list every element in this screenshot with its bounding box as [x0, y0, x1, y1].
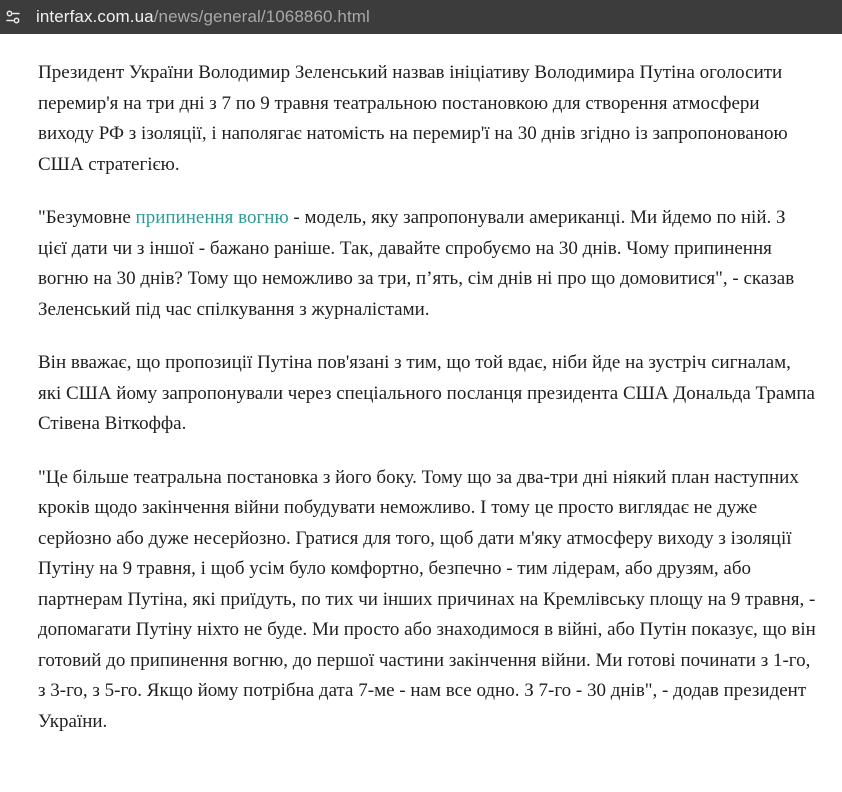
- ceasefire-tag-link[interactable]: припинення вогню: [135, 207, 289, 228]
- article-paragraph-2: [38, 203, 818, 325]
- tune-icon[interactable]: [2, 6, 24, 28]
- url-domain: interfax.com.ua: [36, 7, 154, 26]
- paragraph-text-after-link: - модель, яку запропонували американці. Ми йдемо по ній. З цієї дати чи з іншої - бажано раніше. Так, давайте спробуємо на 30 днів. Чому припинення вогню на 30 днів? Тому що неможливо за три, п’ять, сім днів ні про що домовитися", - сказав Зеленський під час спілкування з журналістами.: [38, 207, 795, 320]
- article-paragraph-4: "Це більше театральна постановка з його боку. Тому що за два-три дні ніякий план наступних кроків щодо закінчення війни побудувати неможливо. І тому це просто виглядає не дуже серйозно або дуже несерйозно. Гратися для того, щоб дати м'яку атмосферу виходу з ізоляції Путіну на 9 травня, і щоб усім було комфортно, безпечно - тим лідерам, або друзям, або партнерам Путіна, які приїдуть, по тих чи інших причинах на Кремлівську площу на 9 травня, - допомагати Путіну ніхто не буде. Ми просто або знаходимося в війні, або Путін показує, що він готовий до припинення вогню, до першої частини закінчення війни. Ми готові починати з 1-го, з 3-го, з 5-го. Якщо йому потрібна дата 7-ме - нам все одно. З 7-го - 30 днів", - додав президент України.: [38, 466, 816, 732]
- article-paragraph-1: Президент України Володимир Зеленський назвав ініціативу Володимира Путіна оголосити перемир'я на три дні з 7 по 9 травня театральною постановкою для створення атмосфери виходу РФ з ізоляції, і наполягає натомість на перемир'ї на 30 днів згідно із запропонованою США стратегією.: [38, 62, 788, 175]
- article-paragraph-3: Він вважає, що пропозиції Путіна пов'язані з тим, що той вдає, ніби йде на зустріч сигналам, які США йому запропонували через спеціального посланця президента США Дональда Трампа Стівена Віткоффа.: [38, 352, 815, 434]
- article-body: [38, 58, 818, 760]
- url-path: /news/general/1068860.html: [153, 7, 370, 26]
- url-field[interactable]: [36, 7, 370, 27]
- browser-address-bar: [0, 0, 842, 34]
- paragraph-text-before-link: "Безумовне: [38, 207, 136, 228]
